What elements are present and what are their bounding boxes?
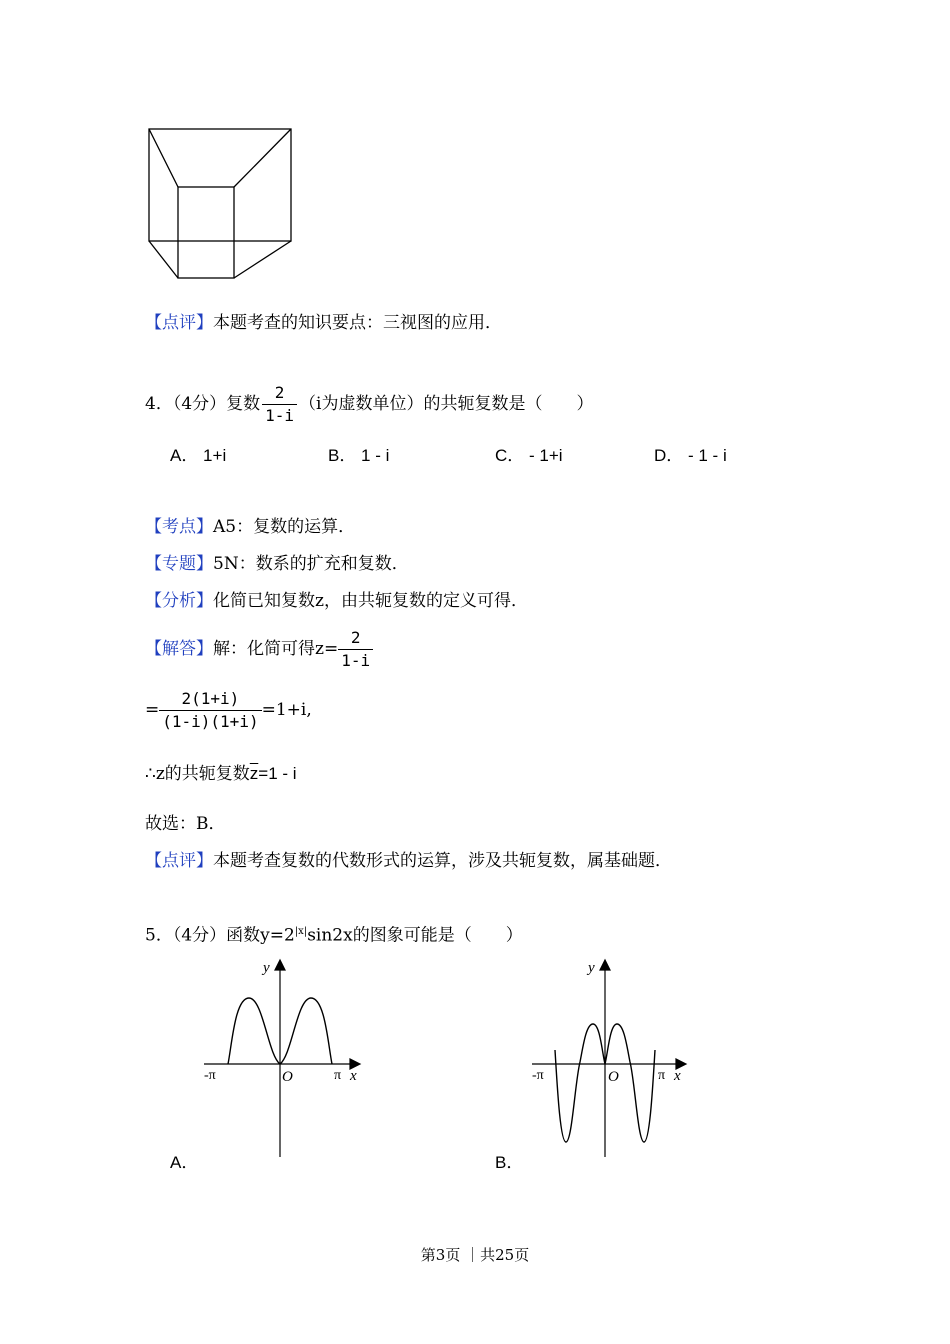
kaodian [145, 516, 355, 538]
remark-label: 【点评】 [145, 851, 213, 871]
origin-label: O [608, 1069, 619, 1085]
graph-b-label: B． [495, 1153, 524, 1172]
figure-inner-rect [178, 187, 234, 278]
origin-label: O [282, 1069, 293, 1085]
step2-fraction [159, 688, 261, 733]
fenxi-label: 【分析】 [145, 591, 213, 611]
option-b: B． 1 - i [328, 446, 390, 465]
fenxi [145, 590, 528, 612]
y-axis-arrow [600, 960, 610, 970]
jieda [145, 627, 373, 672]
zhuanti-label: 【专题】 [145, 554, 213, 574]
option-d: D． - 1 - i [654, 446, 727, 465]
neg-pi-label: -π [204, 1068, 216, 1083]
choice-line: 故选：B． [145, 814, 226, 834]
fraction-denominator: 1-i [338, 649, 373, 672]
solution-step-2 [145, 688, 312, 733]
three-view-figure [145, 124, 297, 284]
fraction-denominator: 1-i [262, 404, 297, 427]
conj-suffix: =1 - i [258, 764, 297, 783]
zhuanti [145, 553, 409, 575]
conj-prefix: ∴z的共轭复数 [145, 764, 250, 784]
question-5-stem [145, 921, 523, 947]
y-label: y [588, 960, 595, 976]
question-5-prefix: 5．（4分）函数y=2 [145, 925, 295, 946]
fraction-denominator: (1-i)(1+i) [159, 710, 261, 733]
figure-edge [234, 129, 291, 187]
pi-label: π [658, 1068, 666, 1083]
x-label: x [674, 1068, 681, 1084]
page-footer: 第3页 ｜共25页 [420, 1246, 530, 1264]
remark-text: 本题考查的知识要点：三视图的应用． [213, 313, 502, 333]
kaodian-text: A5：复数的运算． [213, 517, 356, 537]
remark-text: 本题考查复数的代数形式的运算，涉及共轭复数，属基础题． [213, 851, 672, 871]
pi-label: π [334, 1068, 342, 1083]
fenxi-text: 化简已知复数z，由共轭复数的定义可得． [213, 591, 528, 611]
fraction-numerator: 2 [350, 628, 361, 647]
question-4-stem [145, 382, 593, 427]
question-4-number: 4．（4分）复数 [145, 394, 261, 414]
jieda-label: 【解答】 [145, 639, 213, 659]
neg-pi-label: -π [532, 1068, 544, 1083]
y-axis-arrow [275, 960, 285, 970]
fraction-numerator: 2 [274, 383, 285, 402]
graph-a-label: A． [170, 1153, 199, 1172]
graph-b [520, 952, 700, 1164]
remark-3 [145, 312, 502, 334]
y-label: y [263, 960, 270, 976]
question-4-fraction [262, 382, 297, 427]
step2-prefix: = [145, 700, 160, 720]
question-4-stem-tail: （i为虚数单位）的共轭复数是（ ） [299, 394, 594, 414]
option-c: C． - 1+i [495, 446, 563, 465]
option-a: A． 1+i [170, 446, 227, 465]
remark-label: 【点评】 [145, 313, 213, 333]
remark-4 [145, 850, 672, 872]
jieda-fraction [338, 627, 373, 672]
question-5-exponent: |x| [294, 926, 308, 937]
figure-edge [149, 241, 178, 278]
question-5-suffix: sin2x的图象可能是（ ） [307, 925, 523, 946]
step2-suffix: =1+i, [261, 700, 312, 720]
kaodian-label: 【考点】 [145, 517, 213, 537]
figure-edge [149, 129, 178, 187]
conj-z: $\overline{z}$ [249, 764, 259, 783]
figure-outer-rect [149, 129, 291, 241]
conjugate-line [145, 763, 297, 785]
figure-edge [234, 241, 291, 278]
jieda-text: 解：化简可得z= [213, 639, 339, 659]
x-label: x [350, 1068, 357, 1084]
zhuanti-text: 5N：数系的扩充和复数． [213, 554, 409, 574]
fraction-numerator: 2(1+i) [181, 689, 240, 708]
graph-a [190, 952, 370, 1164]
